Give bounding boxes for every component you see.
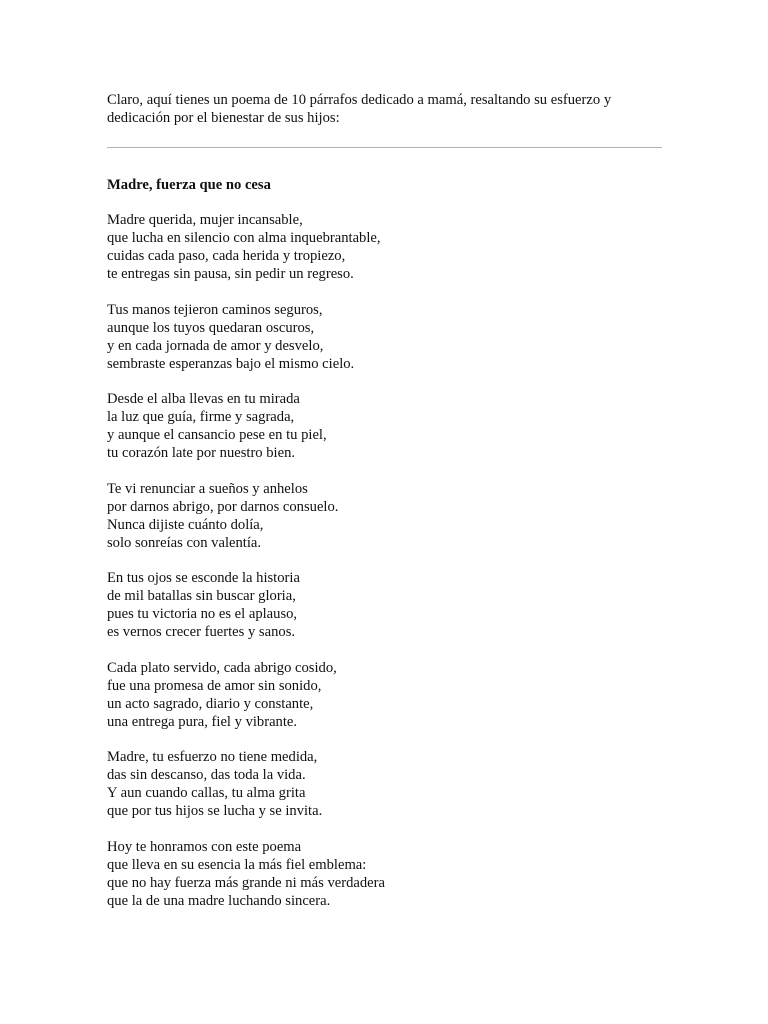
intro-line: dedicación por el bienestar de sus hijos:: [107, 110, 340, 126]
poem-line: sembraste esperanzas bajo el mismo cielo.: [107, 355, 355, 372]
poem-line: Madre querida, mujer incansable,: [107, 212, 303, 228]
poem-stanza: [107, 301, 662, 373]
poem-line: que no hay fuerza más grande ni más verdadera: [107, 874, 385, 891]
poem-stanza: [107, 211, 662, 283]
poem-line: Desde el alba llevas en tu mirada: [107, 391, 300, 407]
poem-line: Y aun cuando callas, tu alma grita: [107, 785, 306, 801]
poem-line: das sin descanso, das toda la vida.: [107, 767, 306, 783]
poem-line: Nunca dijiste cuánto dolía,: [107, 516, 264, 533]
poem-line: te entregas sin pausa, sin pedir un regreso.: [107, 266, 354, 282]
poem-stanza: [107, 480, 662, 552]
poem-line: Tus manos tejieron caminos seguros,: [107, 301, 323, 318]
poem-line: que por tus hijos se lucha y se invita.: [107, 803, 323, 819]
poem-line: pues tu victoria no es el aplauso,: [107, 606, 298, 622]
poem-title: Madre, fuerza que no cesa: [107, 177, 271, 193]
poem-stanza: [107, 390, 662, 462]
poem-stanza: [107, 748, 662, 820]
intro-line: Claro, aquí tienes un poema de 10 párrafos dedicado a mamá, resaltando su esfuerzo y: [107, 92, 612, 108]
poem-stanza: [107, 838, 662, 910]
poem-line: es vernos crecer fuertes y sanos.: [107, 624, 296, 640]
poem-line: Cada plato servido, cada abrigo cosido,: [107, 659, 337, 676]
poem-line: En tus ojos se esconde la historia: [107, 570, 300, 586]
poem-line: que lucha en silencio con alma inquebrantable,: [107, 230, 381, 246]
poem-line: por darnos abrigo, por darnos consuelo.: [107, 498, 339, 515]
poem-line: y aunque el cansancio pese en tu piel,: [107, 427, 327, 443]
poem-line: tu corazón late por nuestro bien.: [107, 445, 296, 461]
poem-line: Te vi renunciar a sueños y anhelos: [107, 480, 308, 497]
poem-line: cuidas cada paso, cada herida y tropiezo,: [107, 248, 346, 264]
poem-line: solo sonreías con valentía.: [107, 534, 262, 551]
horizontal-divider: [107, 147, 662, 148]
poem-line: de mil batallas sin buscar gloria,: [107, 588, 296, 604]
poem-line: y en cada jornada de amor y desvelo,: [107, 337, 324, 354]
poem-line: Hoy te honramos con este poema: [107, 838, 302, 855]
intro-paragraph: [107, 91, 662, 127]
poem-body: [107, 211, 662, 910]
poem-stanza: [107, 659, 662, 731]
poem-line: aunque los tuyos quedaran oscuros,: [107, 319, 315, 336]
document-page: [107, 91, 662, 927]
poem-line: que lleva en su esencia la más fiel emblema:: [107, 856, 367, 873]
poem-line: Madre, tu esfuerzo no tiene medida,: [107, 749, 318, 765]
poem-line: una entrega pura, fiel y vibrante.: [107, 713, 298, 730]
poem-stanza: [107, 569, 662, 641]
poem-line: un acto sagrado, diario y constante,: [107, 695, 314, 712]
poem-line: fue una promesa de amor sin sonido,: [107, 677, 322, 694]
poem-line: que la de una madre luchando sincera.: [107, 892, 331, 909]
poem-line: la luz que guía, firme y sagrada,: [107, 409, 295, 425]
